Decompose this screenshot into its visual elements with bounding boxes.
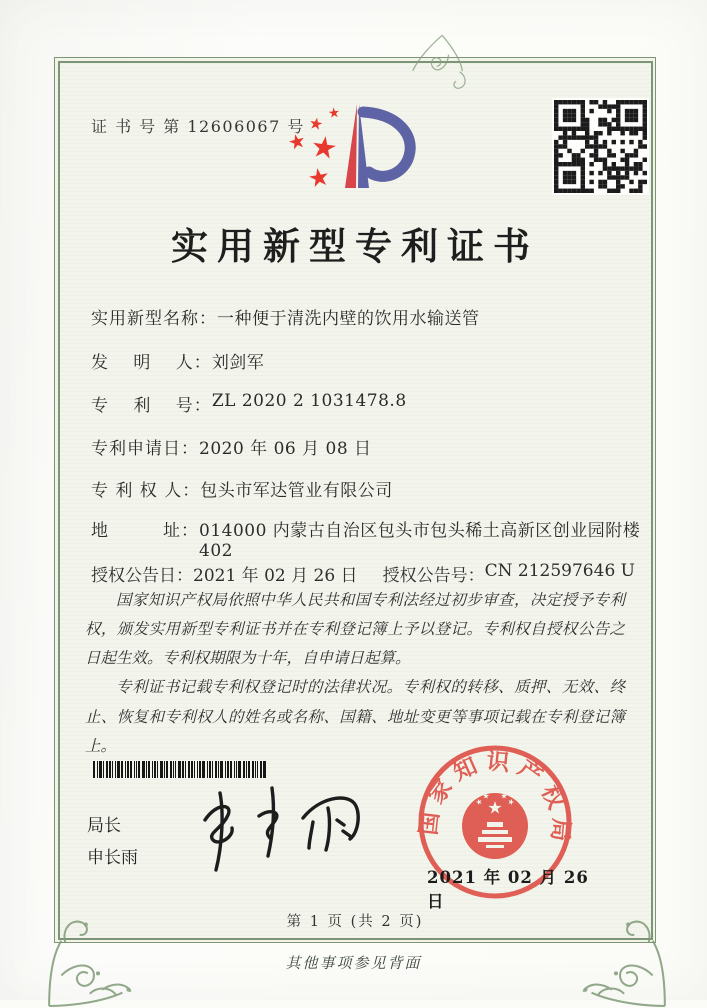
signer-block [87, 810, 138, 875]
field-label: 专 利 号： [91, 396, 212, 416]
field-label: 专利申请日： [91, 439, 199, 459]
field-value: 一种便于清洗内壁的饮用水输送管 [217, 309, 480, 329]
signer-name: 申长雨 [87, 848, 138, 869]
legal-paragraph-1: 国家知识产权局依照中华人民共和国专利法经过初步审查，决定授予专利权，颁发实用新型专利证书并在专利登记簿上予以登记。专利权自授权公告之日起生效。专利权期限为十年，自申请日起算。 [85, 591, 625, 668]
qr-code [552, 98, 649, 195]
field-row-address [91, 516, 655, 561]
cnipa-logo [271, 98, 436, 200]
field-value: 包头市军达管业有限公司 [200, 481, 393, 501]
certificate-number: 证 书 号 第 12606067 号 [91, 117, 305, 136]
logo-monogram [345, 104, 410, 188]
certificate-frame [54, 57, 656, 943]
field-value: 014000 内蒙古自治区包头市包头稀土高新区创业园附楼402 [199, 521, 641, 561]
field-row-grant [91, 561, 635, 586]
field-value: 刘剑军 [211, 353, 265, 373]
field-row-patentee [91, 476, 393, 501]
field-label: 授权公告号： [382, 566, 485, 586]
grant-date-pair [91, 561, 358, 586]
national-emblem [462, 793, 528, 859]
seal-authority-text: 国家知识产权局 [414, 747, 576, 850]
field-label: 授权公告日： [91, 566, 193, 586]
field-label: 专 利 权 人： [91, 481, 201, 501]
field-value: ZL 2020 2 1031478.8 [211, 391, 407, 411]
field-value: CN 212597646 U [484, 561, 635, 581]
field-row-inventor [91, 348, 264, 373]
field-label: 地 址： [91, 521, 199, 541]
field-row-name [91, 304, 480, 329]
field-value: 2020 年 06 月 08 日 [199, 439, 372, 459]
field-value: 2021 年 02 月 26 日 [193, 566, 358, 586]
page-number: 第 1 页 (共 2 页) [286, 914, 424, 930]
signature-shen-changyu [187, 780, 382, 880]
back-note: 其他事项参见背面 [285, 954, 422, 972]
signer-title: 局长 [87, 816, 121, 836]
seal-date: 2021 年 02 月 26 日 [427, 868, 589, 911]
field-label: 实用新型名称： [91, 309, 217, 329]
logo-stars [288, 107, 340, 188]
grant-number-pair [383, 561, 635, 586]
field-row-patent-number [91, 391, 407, 416]
legal-paragraph-2: 专利证书记载专利权登记时的法律状况。专利权的转移、质押、无效、终止、恢复和专利权人的姓名或名称、国籍、地址变更等事项记载在专利登记簿上。 [85, 678, 625, 755]
certificate-title: 实用新型专利证书 [171, 224, 539, 268]
field-row-filing-date [91, 434, 372, 459]
field-label: 发 明 人： [91, 353, 212, 373]
barcode [93, 761, 269, 778]
